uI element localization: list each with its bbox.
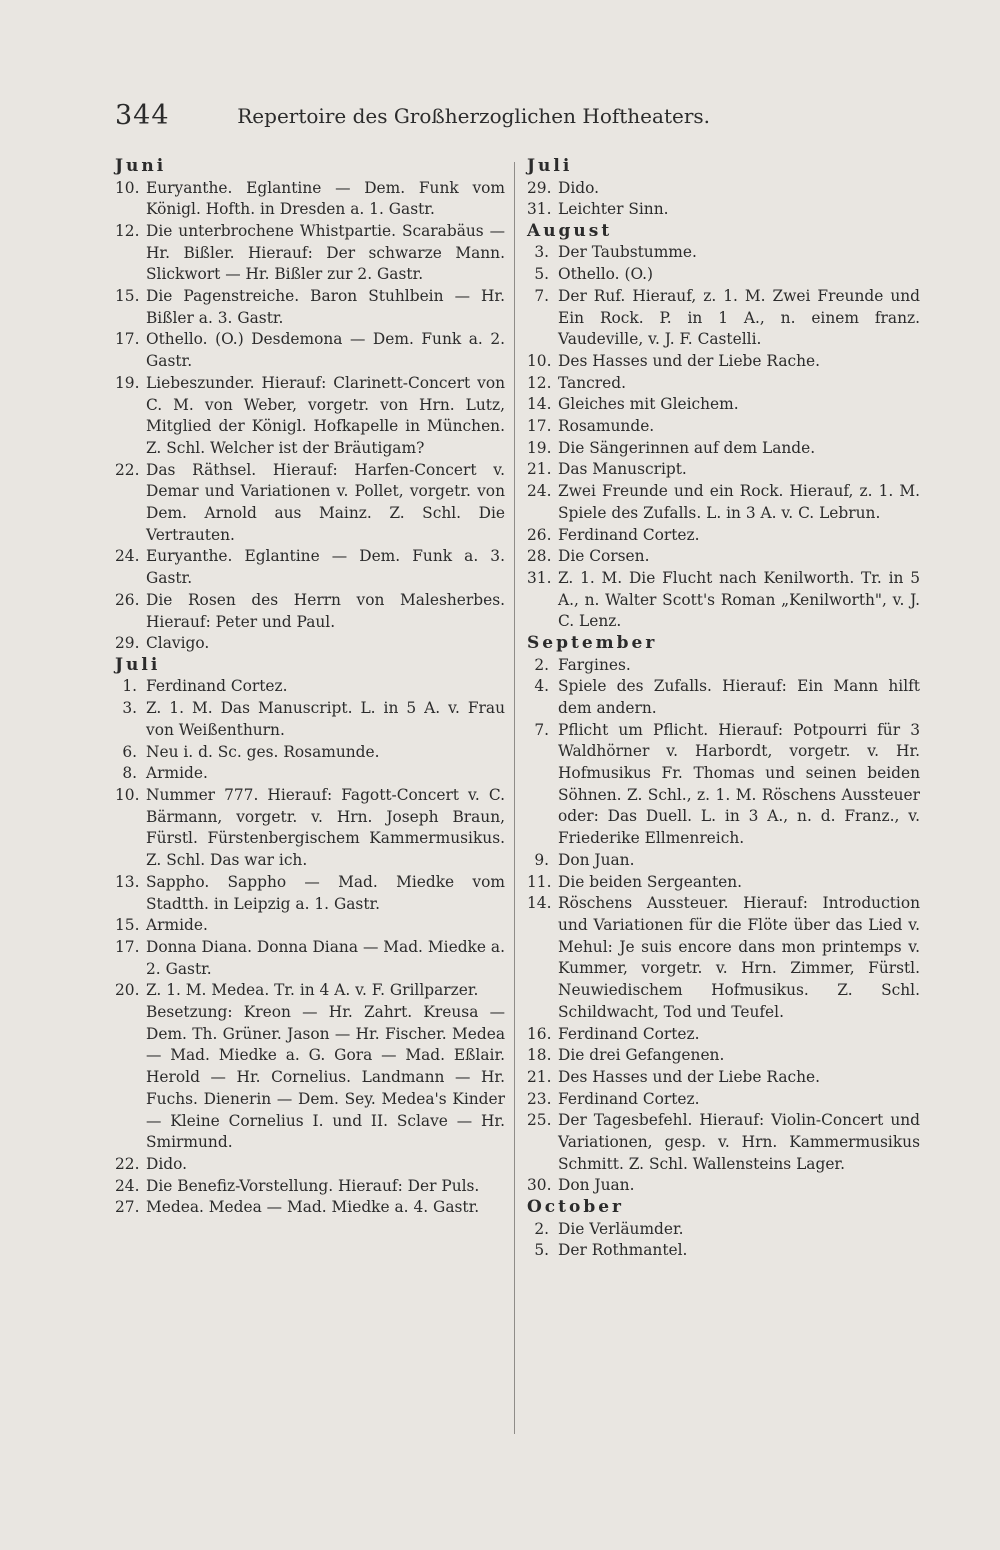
entry-day: 20. xyxy=(115,981,140,1000)
entry-day: 5. xyxy=(534,265,549,284)
performance-entry xyxy=(115,1154,505,1176)
entry-text: Donna Diana. Donna Diana — Mad. Miedke a. 2. Gastr. xyxy=(146,937,505,978)
entry-day: 27. xyxy=(115,1198,140,1217)
entry-text: Der Taubstumme. xyxy=(558,243,697,262)
entry-text: Die beiden Sergeanten. xyxy=(558,872,743,891)
performance-entry xyxy=(115,763,505,785)
entry-text: Armide. xyxy=(146,916,208,935)
entry-day: 15. xyxy=(115,287,140,306)
entry-day: 24. xyxy=(527,482,552,501)
entry-day: 19. xyxy=(527,438,552,457)
page-header xyxy=(115,100,710,140)
performance-entry xyxy=(527,1067,920,1089)
entry-day: 2. xyxy=(534,655,549,674)
performance-entry xyxy=(115,785,505,872)
entry-text: Medea. Medea — Mad. Miedke a. 4. Gastr. xyxy=(146,1198,480,1217)
entry-day: 6. xyxy=(122,742,137,761)
entry-day: 4. xyxy=(534,677,549,696)
entry-text: Der Ruf. Hierauf, z. 1. M. Zwei Freunde und Ein Rock. P. in 1 A., n. einem franz. Vaudeville, v. J. F. Castelli. xyxy=(558,286,920,349)
performance-entry xyxy=(527,1110,920,1175)
month-heading: October xyxy=(527,1197,625,1218)
cast-note xyxy=(115,1002,505,1154)
entry-day: 17. xyxy=(115,937,140,956)
entry-text: Othello. (O.) xyxy=(558,265,654,284)
entry-text: Ferdinand Cortez. xyxy=(558,525,700,544)
performance-entry xyxy=(527,459,920,481)
entry-text: Tancred. xyxy=(558,373,626,392)
performance-entry xyxy=(527,655,920,677)
performance-entry xyxy=(527,568,920,633)
entry-text: Die Verläumder. xyxy=(558,1219,684,1238)
performance-entry xyxy=(115,872,505,915)
entry-text: Euryanthe. Eglantine — Dem. Funk a. 3. Gastr. xyxy=(146,547,505,588)
running-title: Repertoire des Großherzoglichen Hoftheaters. xyxy=(237,104,710,128)
entry-text: Sappho. Sappho — Mad. Miedke vom Stadtth. in Leipzig a. 1. Gastr. xyxy=(146,872,505,913)
performance-entry xyxy=(115,980,505,1002)
entry-day: 23. xyxy=(527,1089,552,1108)
performance-entry xyxy=(115,1197,505,1219)
entry-day: 9. xyxy=(534,850,549,869)
entry-text: Z. 1. M. Medea. Tr. in 4 A. v. F. Grillparzer. xyxy=(146,981,479,1000)
entry-day: 3. xyxy=(122,699,137,718)
entry-day: 1. xyxy=(122,677,137,696)
entry-day: 10. xyxy=(115,785,140,804)
performance-entry xyxy=(115,633,505,655)
entry-day: 14. xyxy=(527,894,552,913)
entry-text: Zwei Freunde und ein Rock. Hierauf, z. 1. M. Spiele des Zufalls. L. in 3 A. v. C. Lebrun. xyxy=(558,482,920,522)
month-heading: Juli xyxy=(527,156,573,176)
performance-entry xyxy=(527,1240,920,1262)
column-divider xyxy=(514,162,515,1434)
entry-day: 17. xyxy=(115,330,140,349)
entry-text: Der Tagesbefehl. Hierauf: Violin-Concert und Variationen, gesp. v. Hrn. Kammermusikus Schmitt. Z. Schl. Wallensteins Lager. xyxy=(558,1111,920,1173)
performance-entry xyxy=(527,242,920,264)
performance-entry xyxy=(115,590,505,633)
entry-text: Ferdinand Cortez. xyxy=(558,1089,700,1108)
entry-text: Besetzung: Kreon — Hr. Zahrt. Kreusa — Dem. Th. Grüner. Jason — Hr. Fischer. Medea — Mad. Miedke a. G. Gora — Mad. Eßlair. Herold — Hr. Cornelius. Landmann — Hr. Fuchs. Dienerin — Dem. Sey. Medea's Kinder — Kleine Cornelius I. und II. Sclave — Hr. Smirmund. xyxy=(146,1003,505,1152)
entry-text: Ferdinand Cortez. xyxy=(558,1024,700,1043)
entry-day: 13. xyxy=(115,872,140,891)
entry-day: 30. xyxy=(527,1176,552,1195)
performance-entry xyxy=(527,893,920,1023)
month-heading: Juni xyxy=(115,156,167,176)
entry-day: 11. xyxy=(527,872,552,891)
entry-text: Das Räthsel. Hierauf: Harfen-Concert v. Demar und Variationen v. Pollet, vorgetr. von Dem. Arnold aus Mainz. Z. Schl. Die Vertrauten. xyxy=(146,460,505,544)
entry-day: 10. xyxy=(527,351,552,370)
entry-text: Spiele des Zufalls. Hierauf: Ein Mann hilft dem andern. xyxy=(558,677,920,717)
performance-entry xyxy=(527,373,920,395)
entry-day: 12. xyxy=(527,373,552,392)
performance-entry xyxy=(115,915,505,937)
entry-day: 24. xyxy=(115,1176,140,1195)
performance-entry xyxy=(115,742,505,764)
entry-text: Z. 1. M. Die Flucht nach Kenilworth. Tr. in 5 A., n. Walter Scott's Roman „Kenilworth", v. J. C. Lenz. xyxy=(558,568,920,631)
performance-entry xyxy=(527,286,920,351)
performance-entry xyxy=(527,394,920,416)
entry-text: Liebeszunder. Hierauf: Clarinett-Concert von C. M. von Weber, vorgetr. von Hrn. Lutz, Mitglied der Königl. Hofkapelle in München. Z. Schl. Welcher ist der Bräutigam? xyxy=(146,373,505,457)
performance-entry xyxy=(115,329,505,372)
entry-text: Pflicht um Pflicht. Hierauf: Potpourri für 3 Waldhörner v. Harbordt, vorgetr. v. Hr. Hofmusikus Fr. Thomas und seinen beiden Söhnen. Z. Schl., z. 1. M. Röschens Aussteuer oder: Das Duell. L. in 3 A., n. d. Franz., v. Friederike Ellmenreich. xyxy=(558,720,920,848)
entry-day: 5. xyxy=(534,1241,549,1260)
entry-text: Neu i. d. Sc. ges. Rosamunde. xyxy=(146,742,380,761)
entry-text: Das Manuscript. xyxy=(558,460,687,479)
entry-day: 12. xyxy=(115,221,140,240)
entry-text: Des Hasses und der Liebe Rache. xyxy=(558,351,821,370)
performance-entry xyxy=(527,351,920,373)
entry-text: Don Juan. xyxy=(558,1176,635,1195)
performance-entry xyxy=(115,1176,505,1198)
entry-day: 19. xyxy=(115,373,140,392)
entry-text: Clavigo. xyxy=(146,634,210,653)
entry-text: Gleiches mit Gleichem. xyxy=(558,395,739,414)
entry-text: Armide. xyxy=(146,764,208,783)
entry-day: 7. xyxy=(534,720,549,739)
entry-day: 22. xyxy=(115,460,140,479)
entry-day: 14. xyxy=(527,395,552,414)
entry-text: Dido. xyxy=(558,178,600,197)
performance-entry xyxy=(115,221,505,286)
entry-day: 21. xyxy=(527,1067,552,1086)
entry-text: Othello. (O.) Desdemona — Dem. Funk a. 2. Gastr. xyxy=(146,330,505,371)
page-number: 344 xyxy=(115,100,170,131)
entry-day: 2. xyxy=(534,1219,549,1238)
performance-entry xyxy=(527,850,920,872)
entry-text: Rosamunde. xyxy=(558,417,655,436)
entry-text: Nummer 777. Hierauf: Fagott-Concert v. C. Bärmann, vorgetr. v. Hrn. Joseph Braun, Fürstl. Fürstenbergischem Kammermusikus. Z. Schl. Das war ich. xyxy=(146,785,505,870)
performance-entry xyxy=(527,546,920,568)
performance-entry xyxy=(115,373,505,460)
entry-day: 8. xyxy=(122,764,137,783)
entry-text: Röschens Aussteuer. Hierauf: Introduction und Variationen für die Flöte über das Lied v. Mehul: Je suis encore dans mon printemps v. Kummer, vorgetr. v. Hrn. Zimmer, Fürstl. Neuwiedischem Hofmusikus. Z. Schl. Schildwacht, Tod und Teufel. xyxy=(558,894,920,1021)
performance-entry xyxy=(115,460,505,547)
performance-entry xyxy=(115,546,505,589)
performance-entry xyxy=(527,1219,920,1241)
entry-day: 7. xyxy=(534,286,549,305)
entry-day: 16. xyxy=(527,1024,552,1043)
performance-entry xyxy=(527,199,920,221)
entry-day: 22. xyxy=(115,1154,140,1173)
month-heading: September xyxy=(527,633,658,654)
entry-day: 24. xyxy=(115,547,140,566)
performance-entry xyxy=(527,1089,920,1111)
entry-text: Z. 1. M. Das Manuscript. L. in 5 A. v. Frau von Weißenthurn. xyxy=(146,699,505,739)
performance-entry xyxy=(115,676,505,698)
performance-entry xyxy=(527,481,920,524)
month-heading: Juli xyxy=(115,654,161,675)
entry-day: 25. xyxy=(527,1111,552,1130)
performance-entry xyxy=(527,720,920,850)
performance-entry xyxy=(527,178,920,200)
entry-day: 26. xyxy=(527,525,552,544)
entry-text: Die Rosen des Herrn von Malesherbes. Hierauf: Peter und Paul. xyxy=(146,590,505,631)
entry-day: 21. xyxy=(527,460,552,479)
entry-text: Ferdinand Cortez. xyxy=(146,677,288,696)
performance-entry xyxy=(115,698,505,741)
entry-day: 28. xyxy=(527,547,552,566)
entry-day: 26. xyxy=(115,590,140,609)
entry-text: Fargines. xyxy=(558,655,631,674)
entry-text: Die Benefiz-Vorstellung. Hierauf: Der Puls. xyxy=(146,1176,480,1195)
performance-entry xyxy=(115,286,505,329)
entry-text: Die Corsen. xyxy=(558,547,650,566)
entry-text: Des Hasses und der Liebe Rache. xyxy=(558,1067,821,1086)
performance-entry xyxy=(115,178,505,221)
entry-text: Don Juan. xyxy=(558,850,635,869)
entry-day: 18. xyxy=(527,1046,552,1065)
performance-entry xyxy=(527,264,920,286)
entry-text: Die drei Gefangenen. xyxy=(558,1046,725,1065)
left-column xyxy=(115,156,505,1219)
performance-entry xyxy=(527,1024,920,1046)
performance-entry xyxy=(527,676,920,719)
right-column xyxy=(527,156,920,1262)
month-heading: August xyxy=(527,220,613,241)
entry-day: 17. xyxy=(527,417,552,436)
entry-day: 29. xyxy=(115,634,140,653)
entry-text: Die Sängerinnen auf dem Lande. xyxy=(558,438,816,457)
entry-text: Leichter Sinn. xyxy=(558,200,669,219)
entry-day: 3. xyxy=(534,243,549,262)
entry-text: Der Rothmantel. xyxy=(558,1241,688,1260)
performance-entry xyxy=(527,1175,920,1197)
entry-day: 29. xyxy=(527,178,552,197)
entry-day: 31. xyxy=(527,200,552,219)
entry-text: Die unterbrochene Whistpartie. Scarabäus — Hr. Bißler. Hierauf: Der schwarze Mann. Slickwort — Hr. Bißler zur 2. Gastr. xyxy=(146,221,505,284)
performance-entry xyxy=(115,937,505,980)
performance-entry xyxy=(527,438,920,460)
entry-text: Euryanthe. Eglantine — Dem. Funk vom Königl. Hofth. in Dresden a. 1. Gastr. xyxy=(146,178,505,219)
performance-entry xyxy=(527,416,920,438)
performance-entry xyxy=(527,872,920,894)
entry-day: 10. xyxy=(115,178,140,197)
performance-entry xyxy=(527,525,920,547)
performance-entry xyxy=(527,1045,920,1067)
entry-day: 31. xyxy=(527,568,552,587)
entry-text: Die Pagenstreiche. Baron Stuhlbein — Hr. Bißler a. 3. Gastr. xyxy=(146,287,505,327)
entry-day: 15. xyxy=(115,916,140,935)
entry-text: Dido. xyxy=(146,1154,188,1173)
